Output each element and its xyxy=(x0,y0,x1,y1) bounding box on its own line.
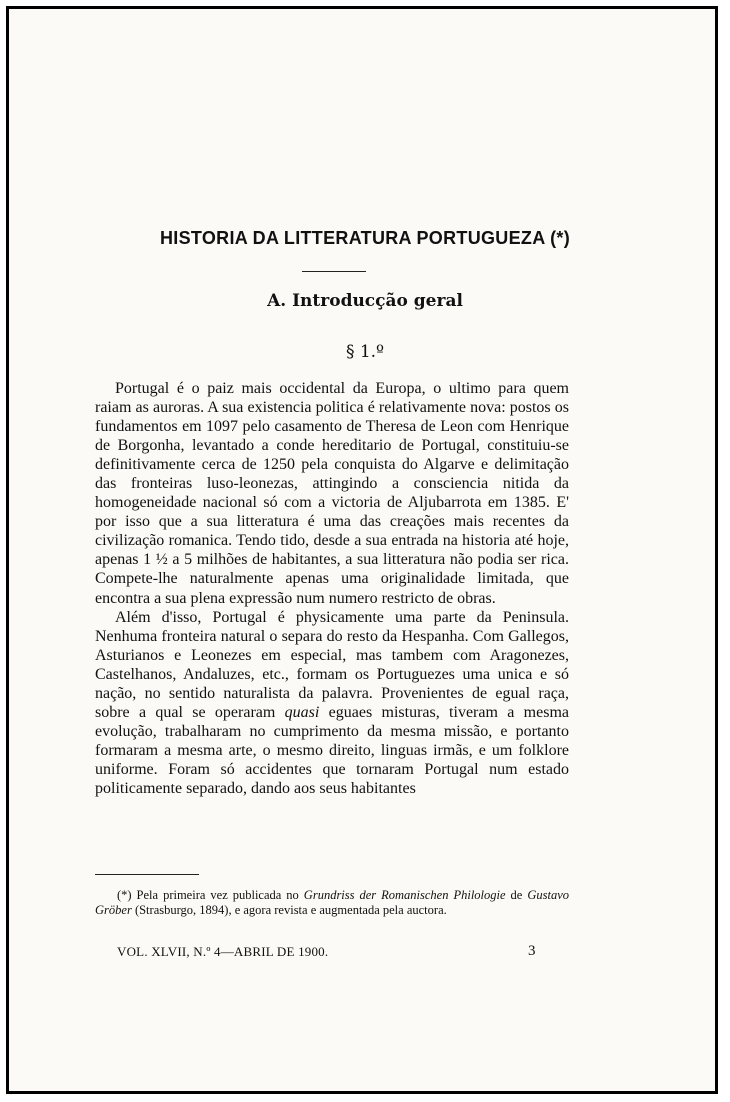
volume-line: VOL. XLVII, N.º 4—ABRIL DE 1900. xyxy=(117,944,329,959)
footnote-part-1: (*) Pela primeira vez publicada no xyxy=(117,888,304,902)
footnote-italic-1: Grundriss der Romanischen Philologie xyxy=(303,888,506,902)
footnote xyxy=(95,888,569,918)
footnote-part-3: (Strasburgo, 1894), e agora revista e augmentada pela auctora. xyxy=(131,903,447,917)
footnote-part-2: de xyxy=(505,888,528,902)
paragraph-mark: § 1.º xyxy=(345,342,385,362)
body-text xyxy=(95,379,569,798)
body-paragraph-2-italic: quasi xyxy=(284,703,320,721)
footnote-italic-2: Gustavo Gröber xyxy=(95,888,569,917)
body-paragraph-2-end: eguaes misturas, tiveram a mesma evolução, trabalharam no cumprimento da mesma missão, e portanto formaram a mesma arte, o mesmo direito, linguas irmãs, e um folklore uniforme. Foram só accidentes que tornaram Portugal num estado politicamente separado, dando aos seus habitantes xyxy=(95,703,569,797)
title-divider xyxy=(302,271,366,272)
page-number: 3 xyxy=(528,943,536,959)
body-paragraph-1: Portugal é o paiz mais occidental da Europa, o ultimo para quem raiam as auroras. A sua existencia politica é relativamente nova: postos os fundamentos em 1097 pelo casamento de Theresa de Leon com Henrique de Borgonha, levantado a conde hereditario de Portugal, constituiu-se definitivamente cerca de 1250 pela conquista do Algarve e delimitação das fronteiras luso-leonezas, attingindo a consciencia nitida da homogeneidade nacional só com a victoria de Aljubarrota em 1385. E' por isso que a sua litteratura é uma das creações mais recentes da civilização romanica. Tendo tido, desde a sua entrada na historia até hoje, apenas 1 ½ a 5 milhões de habitantes, a sua litteratura não podia ser rica. Compete-lhe naturalmente apenas uma originalidade limitada, que encontra a sua plena expressão num numero restricto de obras. xyxy=(95,380,569,607)
body-paragraph-2 xyxy=(95,608,569,798)
footnote-text xyxy=(95,888,569,918)
body-paragraph-2-start: Além d'isso, Portugal é physicamente uma parte da Peninsula. Nenhuma fronteira natural o separa do resto da Hespanha. Com Gallegos, Asturianos e Leonezes em especial, mas tambem com Aragonezes, Castelhanos, Andaluzes, etc., formam os Portuguezes uma unica e só nação, no sentido naturalista da palavra. Provenientes de egual raça, sobre a qual se operaram xyxy=(95,608,569,721)
footnote-divider xyxy=(95,874,199,875)
article-title: HISTORIA DA LITTERATURA PORTUGUEZA (*) xyxy=(159,228,571,248)
section-heading: A. Introducção geral xyxy=(267,291,463,311)
